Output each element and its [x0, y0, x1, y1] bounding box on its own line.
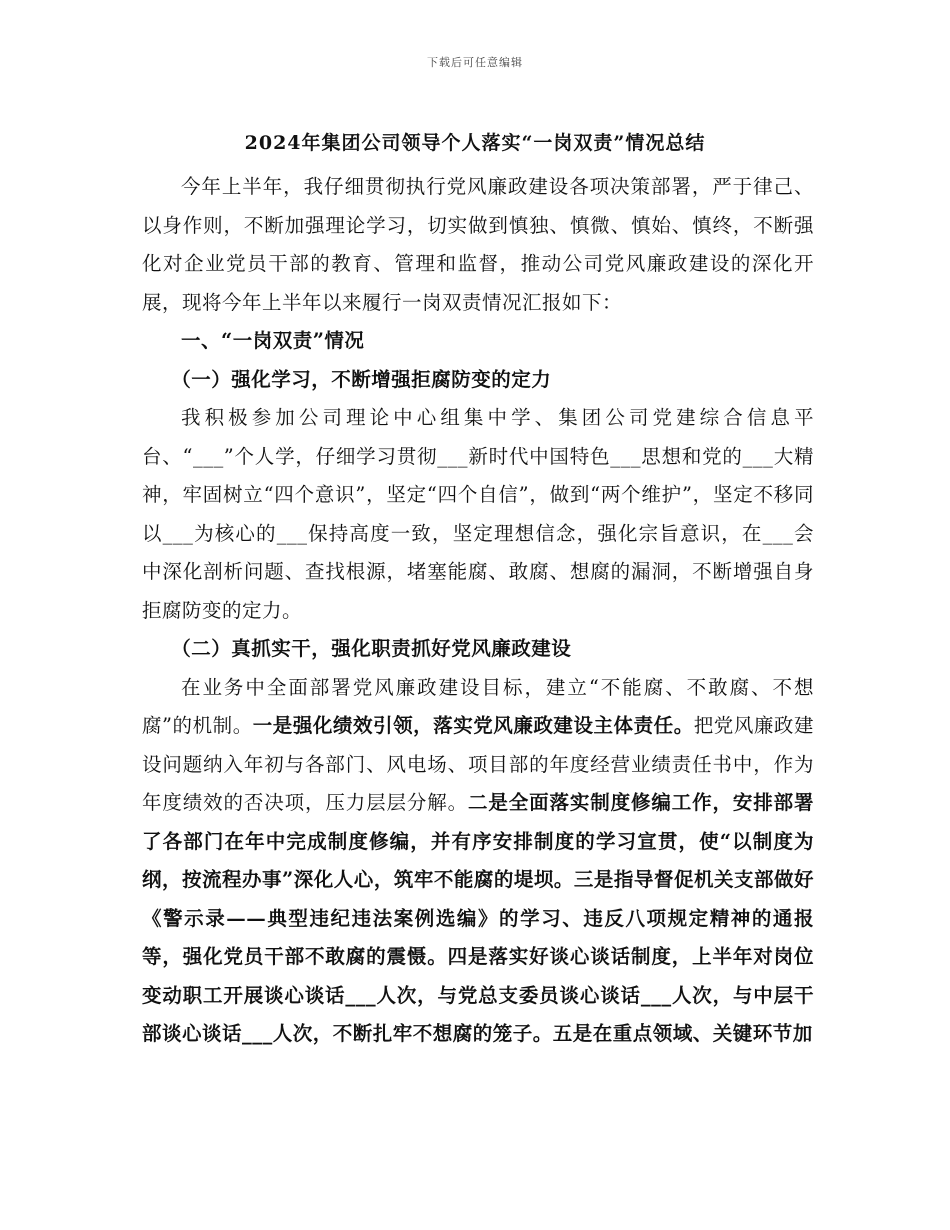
intro-paragraph: 今年上半年，我仔细贯彻执行党风廉政建设各项决策部署，严于律己、以身作则，不断加强理论学习，切实做到慎独、慎微、慎始、慎终，不断强化对企业党员干部的教育、管理和监督，推动公司党风廉政建设的深化开展，现将今年上半年以来履行一岗双责情况汇报如下：: [142, 175, 814, 314]
document-body: [142, 168, 814, 1054]
section-heading-1: 一、“一岗双责”情况: [181, 329, 365, 352]
duty-paragraph: [142, 669, 814, 1054]
duty-text-mid: 把党风廉政建设问题纳入年初与各部门、风电场、项目部的年度经营业绩责任书中，作为年度绩效的否决项，压力层层分解。: [142, 714, 814, 814]
document-title: 2024年集团公司领导个人落实“一岗双责”情况总结: [244, 132, 706, 154]
subsection-heading-2: （二）真抓实干，强化职责抓好党风廉政建设: [171, 637, 572, 660]
study-paragraph: 我积极参加公司理论中心组集中学、集团公司党建综合信息平台、“___”个人学，仔细学习贯彻___新时代中国特色___思想和党的___大精神，牢固树立“四个意识”，坚定“四个自信”，做到“两个维护”，坚定不移同以___为核心的___保持高度一致，坚定理想信念，强化宗旨意识，在___会中深化剖析问题、查找根源，堵塞能腐、敢腐、想腐的漏洞，不断增强自身拒腐防变的定力。: [142, 406, 814, 622]
duty-text-start: 在业务中全面部署党风廉政建设目标，建立“不能腐、不敢腐、不想腐”的机制。: [142, 675, 814, 737]
header-note: 下载后可任意编辑: [427, 56, 523, 69]
duty-point-1: 一是强化绩效引领，落实党风廉政建设主体责任。: [252, 714, 694, 737]
duty-points-2-5: 二是全面落实制度修编工作，安排部署了各部门在年中完成制度修编，并有序安排制度的学习宣贯，使“以制度为纲，按流程办事”深化人心，筑牢不能腐的堤坝。三是指导督促机关支部做好《警示录——典型违纪违法案例选编》的学习、违反八项规定精神的通报等，强化党员干部不敢腐的震慑。四是落实好谈心谈话制度，上半年对岗位变动职工开展谈心谈话___人次，与党总支委员谈心谈话___人次，与中层干部谈心谈话___人次，不断扎牢不想腐的笼子。五是在重点领域、关键环节加: [142, 791, 814, 1045]
subsection-heading-1: （一）强化学习，不断增强拒腐防变的定力: [171, 367, 552, 391]
